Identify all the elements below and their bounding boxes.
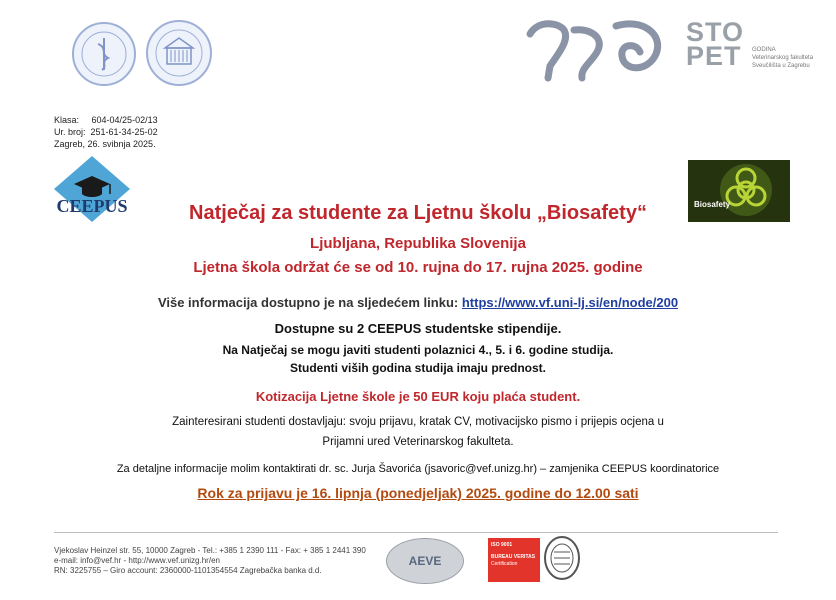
anniversary-150-icon bbox=[524, 8, 672, 86]
scholarships-text: Dostupne su 2 CEEPUS studentske stipendije. bbox=[274, 321, 562, 336]
urbroj-label: Ur. broj: bbox=[54, 127, 86, 137]
eligibility-text: Na Natječaj se mogu javiti studenti polaznici 4., 5. i 6. godine studija. bbox=[222, 343, 614, 357]
anniversary-150-logo bbox=[524, 8, 672, 86]
aeve-logo-text: AEVE bbox=[408, 554, 442, 568]
more-info-text: Više informacija dostupno je na sljedećem linku: bbox=[157, 295, 462, 310]
biosafety-image-label: Biosafety bbox=[694, 200, 731, 209]
priority-text: Studenti viših godina studija imaju prednost. bbox=[289, 361, 547, 375]
stopet-caption-line: Veterinarskog fakulteta bbox=[752, 55, 814, 61]
ceepus-logo-text: CEEPUS bbox=[56, 196, 128, 216]
contact-text: Za detaljne informacije molim kontaktirati dr. sc. Jurja Šavorića (jsavoric@vef.unizg.hr) – zamjenika CEEPUS koordinatorice bbox=[116, 463, 720, 475]
klasa-label: Klasa: bbox=[54, 115, 80, 125]
footer-line: RN: 3225755 – Giro account: 2360000-1101354554 Zagrebačka banka d.d. bbox=[54, 566, 322, 575]
document-meta bbox=[54, 114, 158, 150]
stopet-caption-line: GODINA bbox=[752, 47, 776, 53]
klasa-row bbox=[54, 114, 158, 126]
bv-mid-text: BUREAU VERITAS bbox=[491, 554, 536, 560]
stopet-logo bbox=[686, 17, 745, 71]
stopet-caption-line: Sveučilišta u Zagrebu bbox=[752, 63, 810, 69]
submission-text-line2: Prijamni ured Veterinarskog fakulteta. bbox=[322, 436, 514, 448]
announcement-location: Ljubljana, Republika Slovenija bbox=[310, 235, 526, 252]
bv-top-text: ISO 9001 bbox=[491, 542, 513, 548]
stopet-bottom-text: PET bbox=[686, 41, 742, 71]
announcement-title: Natječaj za studente za Ljetnu školu „Biosafety“ bbox=[189, 202, 647, 224]
deadline-text: Rok za prijavu je 16. lipnja (ponedjeljak) 2025. godine do 12.00 sati bbox=[197, 485, 639, 501]
more-info-line bbox=[0, 295, 836, 310]
footer-line: Vjekoslav Heinzel str. 55, 10000 Zagreb - Tel.: +385 1 2390 111 - Fax: + 385 1 2441 390 bbox=[54, 546, 366, 555]
stopet-caption bbox=[752, 46, 813, 70]
document-date: Zagreb, 26. svibnja 2025. bbox=[54, 139, 156, 149]
faculty-seal-logo bbox=[72, 22, 136, 86]
bv-bottom-text: Certification bbox=[491, 561, 518, 567]
faculty-seal-icon bbox=[74, 24, 134, 84]
submission-text-line1: Zainteresirani studenti dostavljaju: svoju prijavu, kratak CV, motivacijsko pismo i prijepis ocjena u bbox=[172, 416, 664, 428]
klasa-value: 604-04/25-02/13 bbox=[91, 115, 158, 125]
footer-divider bbox=[54, 532, 778, 533]
footer-line: e-mail: info@vef.hr - http://www.vef.unizg.hr/en bbox=[54, 556, 220, 565]
university-seal-logo bbox=[146, 20, 212, 86]
school-dates: Ljetna škola održat će se od 10. rujna do 17. rujna 2025. godine bbox=[193, 259, 643, 276]
footer-address bbox=[54, 546, 366, 576]
aeve-logo bbox=[386, 538, 464, 584]
bureau-veritas-seal-icon bbox=[542, 534, 582, 584]
urbroj-row bbox=[54, 126, 158, 138]
info-link[interactable]: https://www.vf.uni-lj.si/en/node/200 bbox=[461, 295, 679, 310]
urbroj-value: 251-61-34-25-02 bbox=[90, 127, 158, 137]
stopet-top-text: STO bbox=[686, 17, 745, 47]
fee-text: Kotizacija Ljetne škole je 50 EUR koju plaća student. bbox=[255, 389, 581, 404]
bureau-veritas-seal bbox=[542, 534, 582, 584]
bureau-veritas-logo bbox=[488, 538, 540, 582]
university-seal-icon bbox=[148, 22, 210, 84]
